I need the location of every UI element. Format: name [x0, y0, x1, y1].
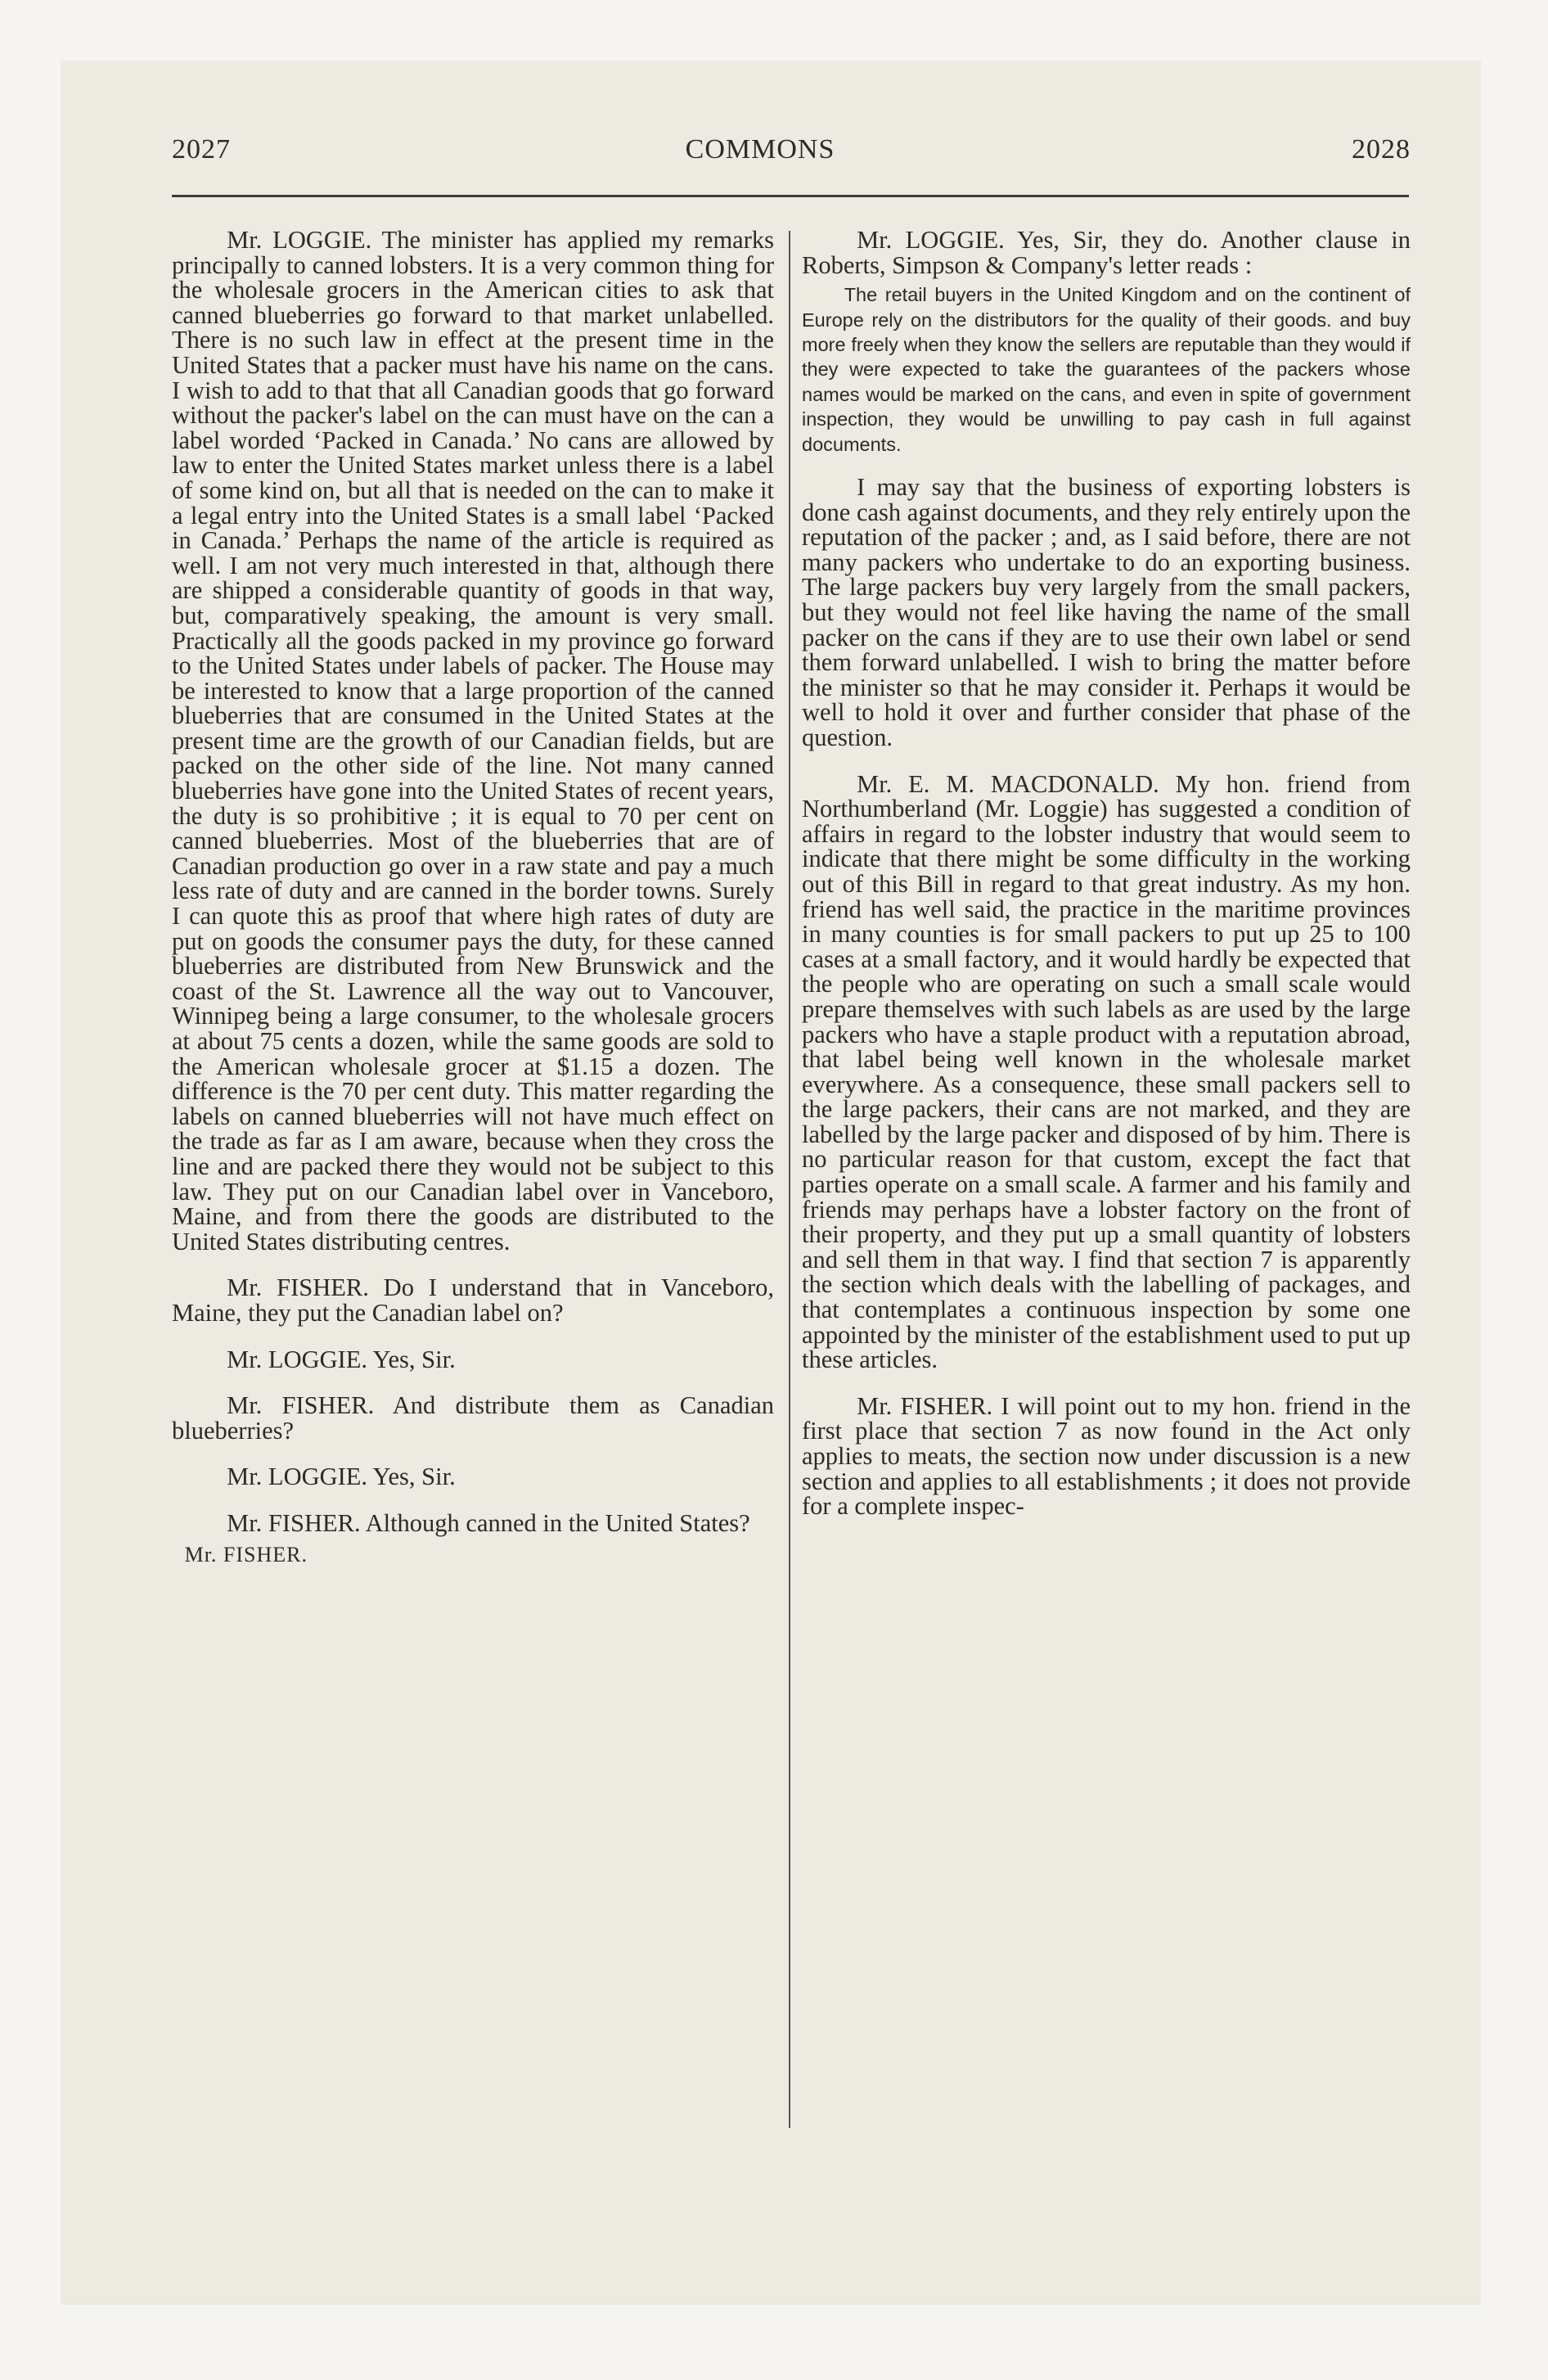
paragraph: Mr. FISHER. And distribute them as Canadian blueberries?: [172, 1391, 774, 1445]
paragraph: Mr. E. M. MACDONALD. My hon. friend from Northumberland (Mr. Loggie) has suggested a condition of affairs in regard to the lobster industry that would seem to indicate that there might be some difficulty in the working out of this Bill in regard to that great industry. As my hon. friend has well said, the practice in the maritime provinces in many counties is for small packers to put up 25 to 100 cases at a small factory, and it would hardly be expected that the people who are operating on such a small scale would prepare themselves with such labels as are used by the large packers who have a staple product with a reputation abroad, that label being well known in the wholesale market everywhere. As a consequence, these small packers sell to the large packers, their cans are not marked, and they are labelled by the large packer and disposed of by him. There is no particular reason for that custom, except the fact that parties operate on a small scale. A farmer and his family and friends may perhaps have a lobster factory on the front of their property, and they put up a small quantity of lobsters and sell them in that way. I find that section 7 is apparently the section which deals with the labelling of packages, and that contemplates a continuous inspection by some one appointed by the minister of the establishment used to put up these articles.: [802, 769, 1411, 1374]
column-footer: Mr. FISHER.: [184, 1542, 308, 1566]
right-column: [802, 228, 1411, 1519]
paragraph: I may say that the business of exporting lobsters is done cash against documents, and they rely entirely upon the reputation of the packer ; and, as I said before, there are not many packers who undertake to do an exporting business. The large packers buy very largely from the small packers, but they would not feel like having the name of the small packer on the cans if they are to use their own label or send them forward unlabelled. I wish to bring the matter before the minister so that he may consider it. Perhaps it would be well to hold it over and further consider that phase of the question.: [802, 473, 1411, 751]
header-rule: [172, 195, 1409, 197]
paragraph: Mr. LOGGIE. The minister has applied my remarks principally to canned lobsters. It is a very common thing for the wholesale grocers in the American cities to ask that canned blueberries go forward to that market unlabelled. There is no such law in effect at the present time in the United States that a packer must have his name on the cans. I wish to add to that that all Canadian goods that go forward without the packer's label on the can must have on the can a label worded ‘Packed in Canada.’ No cans are allowed by law to enter the United States market unless there is a label of some kind on, but all that is needed on the can to make it a legal entry into the United States is a small label ‘Packed in Canada.’ Perhaps the name of the article is required as well. I am not very much interested in that, although there are shipped a considerable quantity of goods in that way, but, comparatively speaking, the amount is very small. Practically all the goods packed in my province go forward to the United States under labels of packer. The House may be interested to know that a large proportion of the canned blueberries that are consumed in the United States at the present time are the growth of our Canadian fields, but are packed on the other side of the line. Not many canned blueberries have gone into the United States of recent years, the duty is so prohibitive ; it is equal to 70 per cent on canned blueberries. Most of the blueberries that are of Canadian production go over in a raw state and pay a much less rate of duty and are canned in the border towns. Surely I can quote this as proof that where high rates of duty are put on goods the consumer pays the duty, for these canned blueberries are distributed from New Brunswick and the coast of the St. Lawrence all the way out to Vancouver, Winnipeg being a large consumer, to the wholesale grocers at about 75 cents a dozen, while the same goods are sold to the American wholesale grocer at $1.15 a dozen. The difference is the 70 per cent duty. This matter regarding the labels on canned blueberries will not have much effect on the trade as far as I am aware, because when they cross the line and are packed there they would not be subject to this law. They put on our Canadian label over in Vanceboro, Maine, and from there the goods are distributed to the United States distributing centres.: [172, 226, 774, 1255]
column-divider: [789, 231, 790, 2128]
page-number-right: 2028: [1352, 134, 1411, 165]
paragraph: Mr. FISHER. Although canned in the United States?: [227, 1508, 750, 1537]
paragraph: Mr. FISHER. I will point out to my hon. friend in the first place that section 7 as now found in the Act only applies to meats, the section now under discussion is a new section and applies to all establishments ; it does not provide for a complete inspec-: [802, 1391, 1411, 1521]
page-title: COMMONS: [685, 134, 835, 165]
left-column: [172, 228, 774, 1567]
quoted-letter: The retail buyers in the United Kingdom and on the continent of Europe rely on the distributors for the quality of their goods. and buy more freely when they know the sellers are reputable than they would if they were expected to take the guarantees of the packers whose names would be marked on the cans, and even in spite of government inspection, they would be unwilling to pay cash in full against documents.: [802, 284, 1411, 455]
paragraph: Mr. FISHER. Do I understand that in Vanceboro, Maine, they put the Canadian label on?: [172, 1273, 774, 1327]
paragraph: Mr. LOGGIE. Yes, Sir, they do. Another clause in Roberts, Simpson & Company's letter reads :: [802, 226, 1411, 279]
page-number-left: 2027: [172, 134, 231, 165]
paragraph: Mr. LOGGIE. Yes, Sir.: [227, 1345, 456, 1373]
paragraph: Mr. LOGGIE. Yes, Sir.: [227, 1463, 456, 1491]
page-header: [110, 134, 1411, 170]
